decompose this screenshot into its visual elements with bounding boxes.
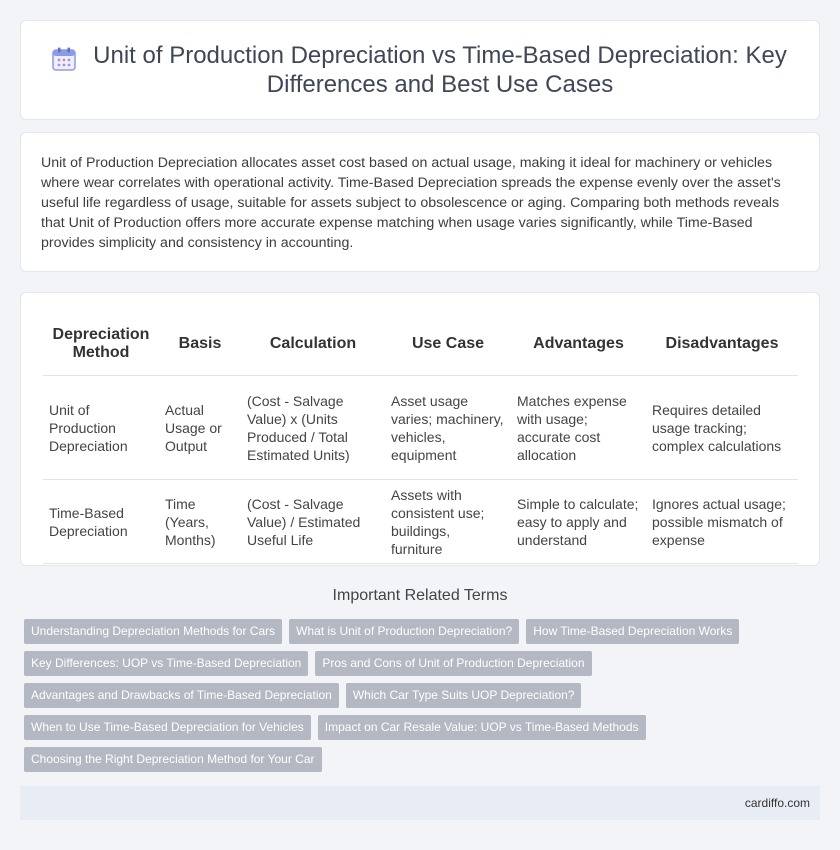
- related-term-link[interactable]: Advantages and Drawbacks of Time-Based Depreciation: [24, 683, 339, 708]
- table-header-row: [43, 313, 798, 376]
- related-term-link[interactable]: Impact on Car Resale Value: UOP vs Time-Based Methods: [318, 715, 646, 740]
- table-cell: Asset usage varies; machinery, vehicles, equipment: [385, 376, 511, 480]
- table-cell: Actual Usage or Output: [159, 376, 241, 480]
- calendar-icon: [51, 46, 77, 72]
- comparison-table: [43, 313, 798, 564]
- table-cell: Simple to calculate; easy to apply and understand: [511, 480, 646, 564]
- table-cell: Assets with consistent use; buildings, furniture: [385, 480, 511, 564]
- header-card: [20, 20, 820, 120]
- tag-row: [24, 715, 824, 740]
- table-row: [43, 376, 798, 480]
- tag-row: [24, 747, 824, 772]
- tag-row: [24, 619, 824, 644]
- tag-row: [24, 683, 824, 708]
- related-term-link[interactable]: How Time-Based Depreciation Works: [526, 619, 739, 644]
- table-cell: (Cost - Salvage Value) x (Units Produced / Total Estimated Units): [241, 376, 385, 480]
- related-term-link[interactable]: Understanding Depreciation Methods for Cars: [24, 619, 282, 644]
- page-title: Unit of Production Depreciation vs Time-Based Depreciation: Key Differences and Best Use Cases: [93, 42, 787, 98]
- intro-card: [20, 132, 820, 272]
- table-cell: Ignores actual usage; possible mismatch of expense: [646, 480, 798, 564]
- related-term-link[interactable]: Which Car Type Suits UOP Depreciation?: [346, 683, 582, 708]
- column-header: Depreciation Method: [43, 313, 159, 376]
- related-terms-list: [24, 619, 824, 779]
- related-terms-title: Important Related Terms: [332, 587, 508, 604]
- related-term-link[interactable]: Key Differences: UOP vs Time-Based Depreciation: [24, 651, 308, 676]
- related-term-link[interactable]: Choosing the Right Depreciation Method for Your Car: [24, 747, 322, 772]
- table-cell: Time (Years, Months): [159, 480, 241, 564]
- footer: [20, 786, 820, 820]
- table-row: [43, 480, 798, 564]
- table-cell: Time-Based Depreciation: [43, 480, 159, 564]
- footer-site-link[interactable]: cardiffo.com: [744, 796, 810, 810]
- related-term-link[interactable]: When to Use Time-Based Depreciation for Vehicles: [24, 715, 311, 740]
- related-term-link[interactable]: What is Unit of Production Depreciation?: [289, 619, 519, 644]
- table-cell: Unit of Production Depreciation: [43, 376, 159, 480]
- tag-row: [24, 651, 824, 676]
- table-cell: Requires detailed usage tracking; complex calculations: [646, 376, 798, 480]
- column-header: Use Case: [385, 313, 511, 376]
- related-term-link[interactable]: Pros and Cons of Unit of Production Depreciation: [315, 651, 591, 676]
- column-header: Disadvantages: [646, 313, 798, 376]
- intro-paragraph: Unit of Production Depreciation allocates asset cost based on actual usage, making it ideal for machinery or vehicles where wear correlates with operational activity. Time-Based Depreciation spreads the expense evenly over the asset's useful life regardless of usage, suitable for assets subject to obsolescence or aging. Comparing both methods reveals that Unit of Production offers more accurate expense matching when usage varies significantly, while Time-Based provides simplicity and consistency in accounting.: [41, 155, 781, 251]
- comparison-table-card: [20, 292, 820, 566]
- column-header: Calculation: [241, 313, 385, 376]
- column-header: Advantages: [511, 313, 646, 376]
- column-header: Basis: [159, 313, 241, 376]
- table-cell: (Cost - Salvage Value) / Estimated Useful Life: [241, 480, 385, 564]
- table-cell: Matches expense with usage; accurate cost allocation: [511, 376, 646, 480]
